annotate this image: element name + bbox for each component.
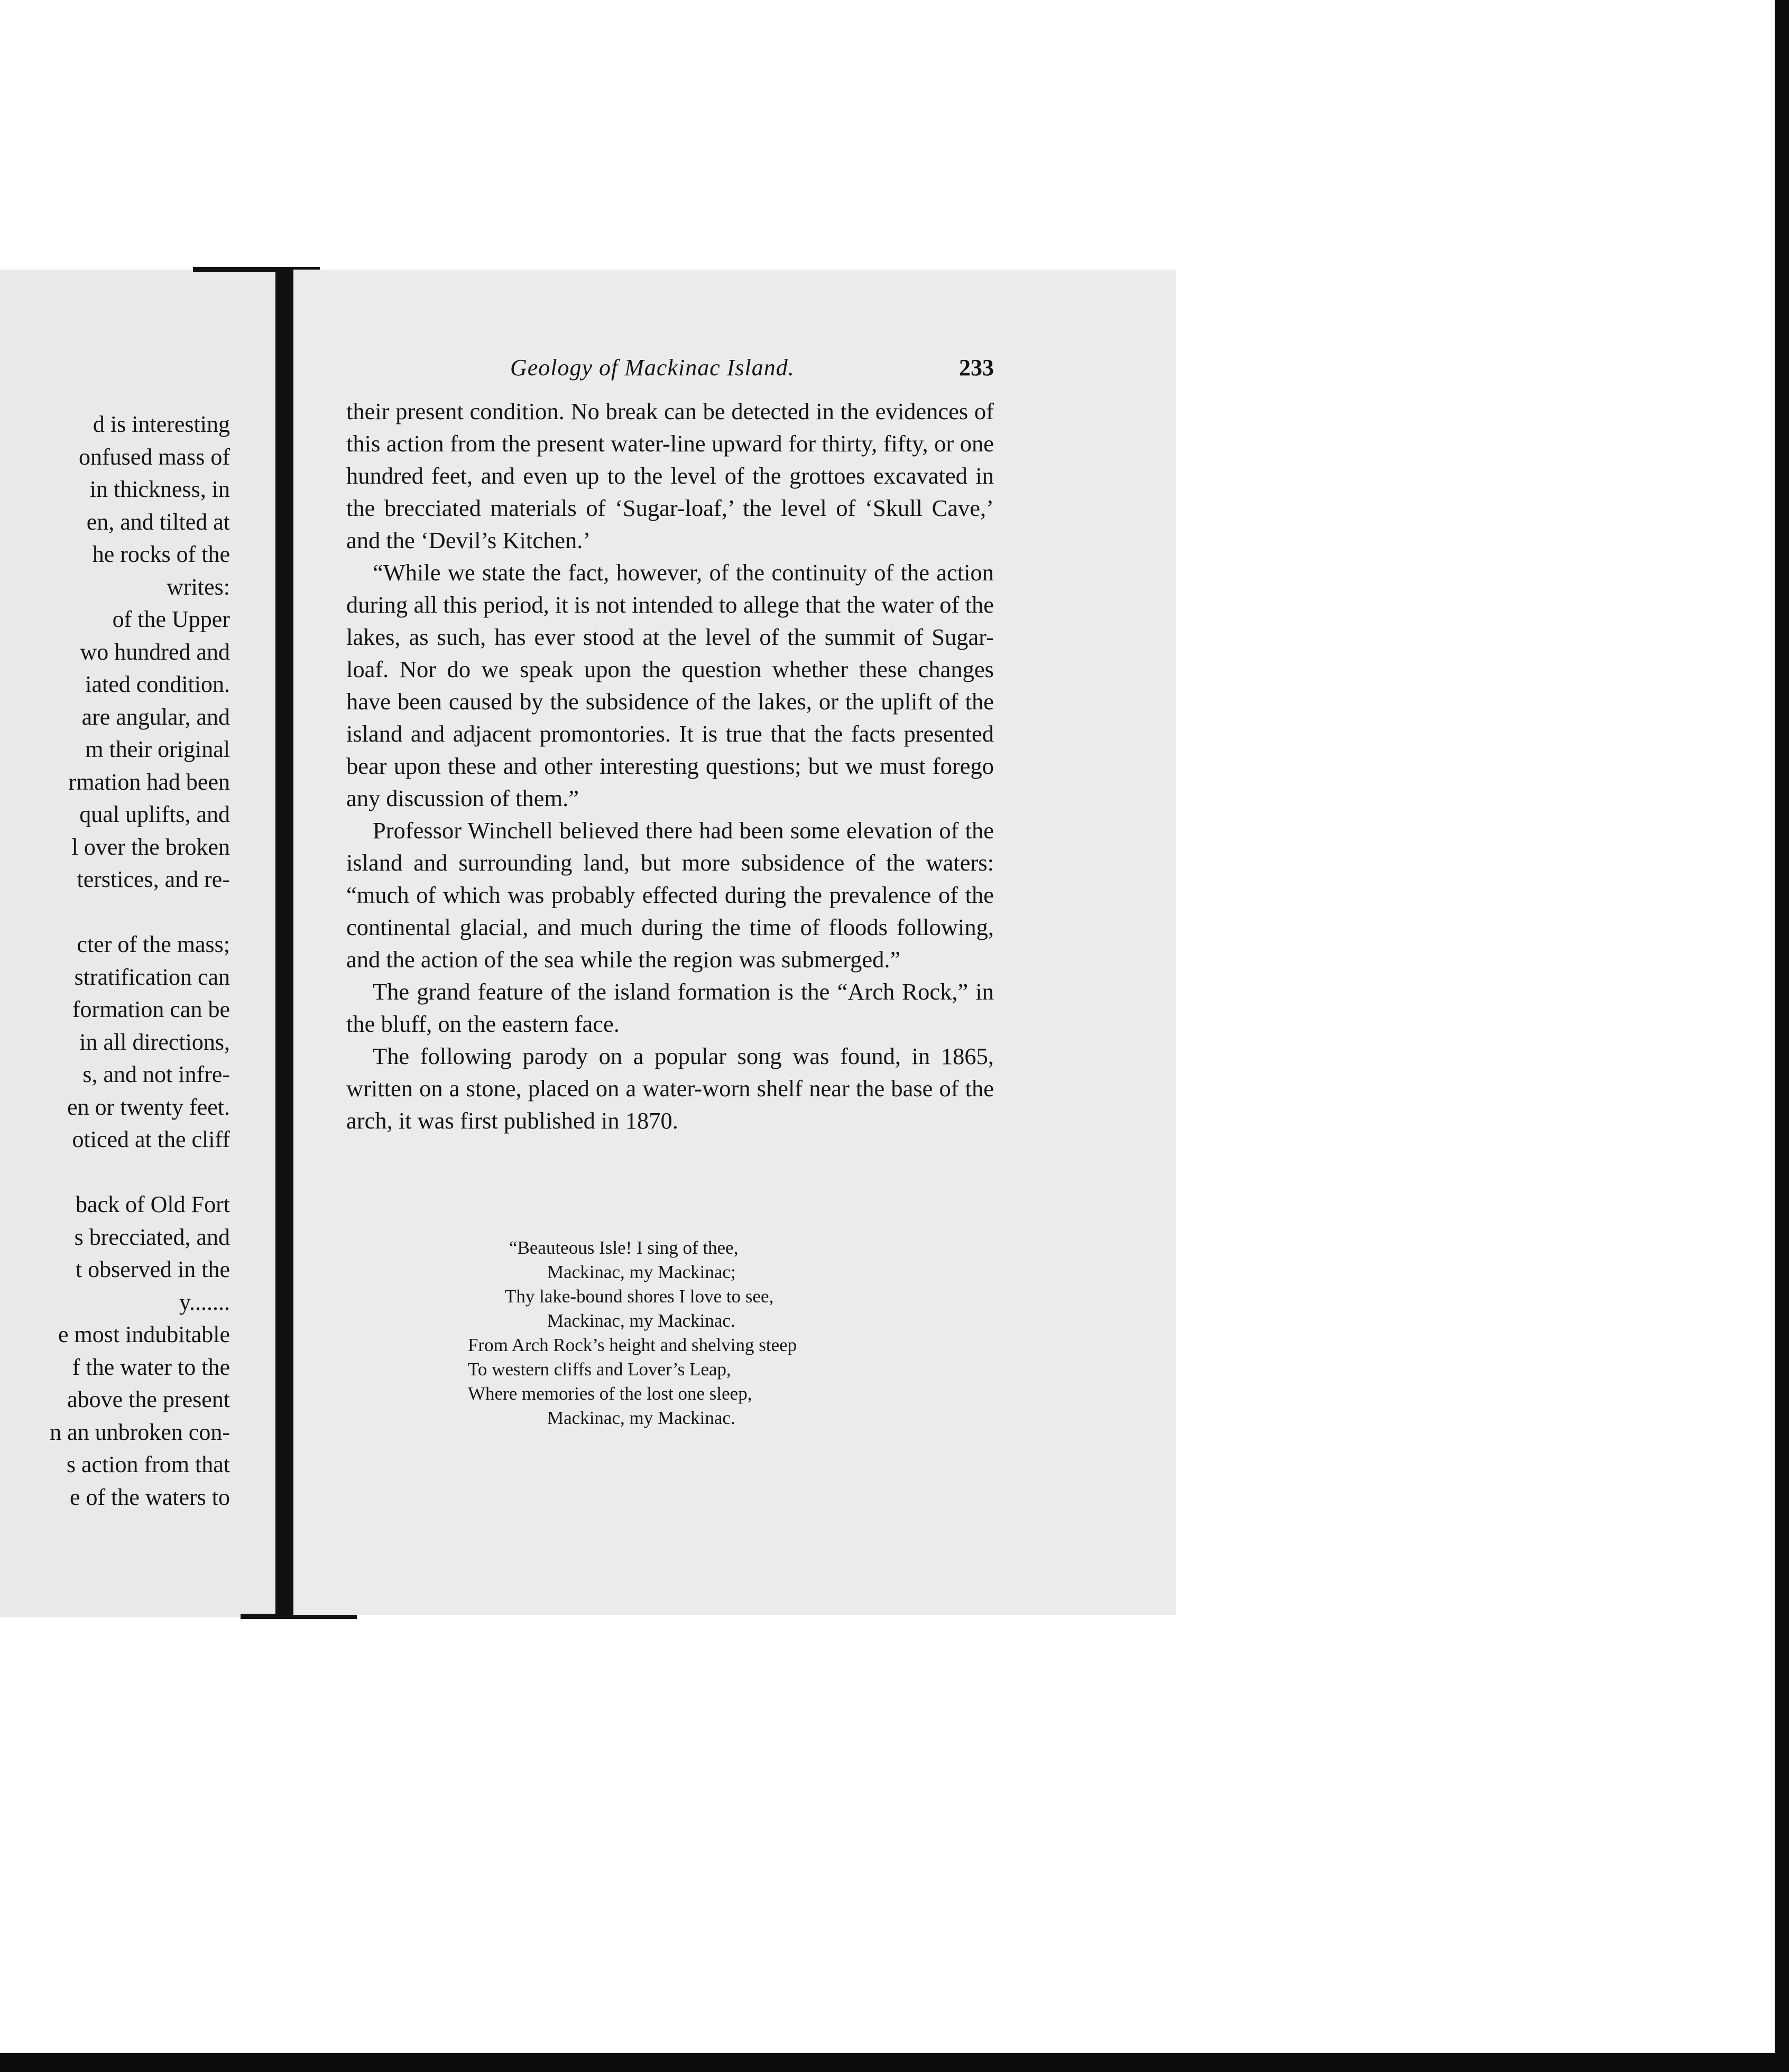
running-header	[346, 354, 994, 391]
left-line: stratification can	[74, 964, 230, 990]
left-line: are angular, and	[81, 704, 230, 730]
left-line: in thickness, in	[89, 476, 230, 502]
left-line: y.......	[179, 1289, 230, 1315]
poem-line: Thy lake-bound shores I love to see,	[505, 1286, 774, 1307]
body-text	[346, 395, 994, 1137]
left-line: s, and not infre-	[82, 1061, 230, 1087]
left-page-text	[50, 408, 230, 1513]
left-line: en or twenty feet.	[67, 1094, 230, 1120]
left-line: d is interesting	[93, 411, 230, 437]
left-line: oticed at the cliff	[72, 1126, 230, 1152]
poem	[468, 1236, 797, 1430]
paragraph-arch-rock: The grand feature of the island formation is the “Arch Rock,” in the bluff, on the eastern face.	[346, 978, 994, 1037]
left-line: en, and tilted at	[86, 508, 230, 535]
left-line: of the Upper	[112, 606, 230, 632]
left-line: he rocks of the	[92, 541, 230, 567]
paragraph-continuation: their present condition. No break can be detected in the evidences of this action from the present water-line upward for thirty, fifty, or one hundred feet, and even up to the level of the grottoes excavated in the brecciated materials of ‘Sugar-loaf,’ the level of ‘Skull Cave,’ and the ‘Devil’s Kitchen.’	[346, 398, 994, 553]
poem-line: Mackinac, my Mackinac;	[547, 1262, 736, 1282]
left-line: formation can be	[72, 996, 230, 1022]
paragraph-parody: The following parody on a popular song was found, in 1865, written on a stone, placed on a water-worn shelf near the base of the arch, it was first published in 1870.	[346, 1043, 994, 1134]
poem-line: Mackinac, my Mackinac.	[547, 1408, 735, 1428]
left-line: onfused mass of	[79, 443, 230, 470]
left-line: writes:	[167, 574, 230, 600]
scan-frame-right-edge	[1775, 0, 1789, 2072]
left-line: rmation had been	[68, 769, 230, 795]
left-line: f the water to the	[72, 1354, 230, 1380]
left-line: s brecciated, and	[74, 1224, 230, 1250]
poem-line: From Arch Rock’s height and shelving steep	[468, 1335, 797, 1355]
left-line: e of the waters to	[70, 1484, 230, 1510]
left-line: in all directions,	[79, 1029, 230, 1055]
paragraph-winchell: Professor Winchell believed there had been some elevation of the island and surrounding land, but more subsidence of the waters: “much of which was probably effected during the prevalence of the continental glacial, and much during the time of floods following, and the action of the sea while the region was submerged.”	[346, 817, 994, 973]
left-line: above the present	[67, 1386, 230, 1412]
page-number: 233	[959, 355, 994, 381]
left-line: iated condition.	[85, 671, 230, 697]
running-title: Geology of Mackinac Island.	[510, 355, 795, 381]
left-line	[50, 1156, 230, 1189]
left-line: m their original	[85, 736, 230, 762]
left-line: terstices, and re-	[77, 866, 230, 892]
left-line	[50, 896, 230, 929]
scan-frame-bottom-edge	[0, 2053, 1789, 2072]
left-line: qual uplifts, and	[79, 801, 230, 827]
left-page-fragment	[0, 270, 293, 1617]
left-line: back of Old Fort	[75, 1191, 230, 1217]
poem-line: To western cliffs and Lover’s Leap,	[468, 1359, 731, 1380]
left-line: n an unbroken con-	[50, 1419, 230, 1445]
left-line: cter of the mass;	[77, 931, 230, 957]
left-line: s action from that	[66, 1451, 230, 1477]
left-line: l over the broken	[71, 834, 230, 860]
left-line: t observed in the	[75, 1256, 230, 1282]
poem-line: Where memories of the lost one sleep,	[468, 1383, 752, 1404]
left-line: e most indubitable	[58, 1321, 230, 1347]
left-line: wo hundred and	[80, 639, 230, 665]
paragraph-quote: “While we state the fact, however, of the continuity of the action during all this period, it is not intended to allege that the water of the lakes, as such, has ever stood at the level of the summit of Sugar-loaf. Nor do we speak upon the question whether these changes have been caused by the subsidence of the lakes, or the uplift of the island and adjacent promontories. It is true that the facts presented bear upon these and other interesting questions; but we must forego any discussion of them.”	[346, 559, 994, 811]
poem-line: Mackinac, my Mackinac.	[547, 1310, 735, 1331]
poem-line: “Beauteous Isle! I sing of thee,	[509, 1237, 739, 1258]
book-gutter	[275, 268, 293, 1617]
